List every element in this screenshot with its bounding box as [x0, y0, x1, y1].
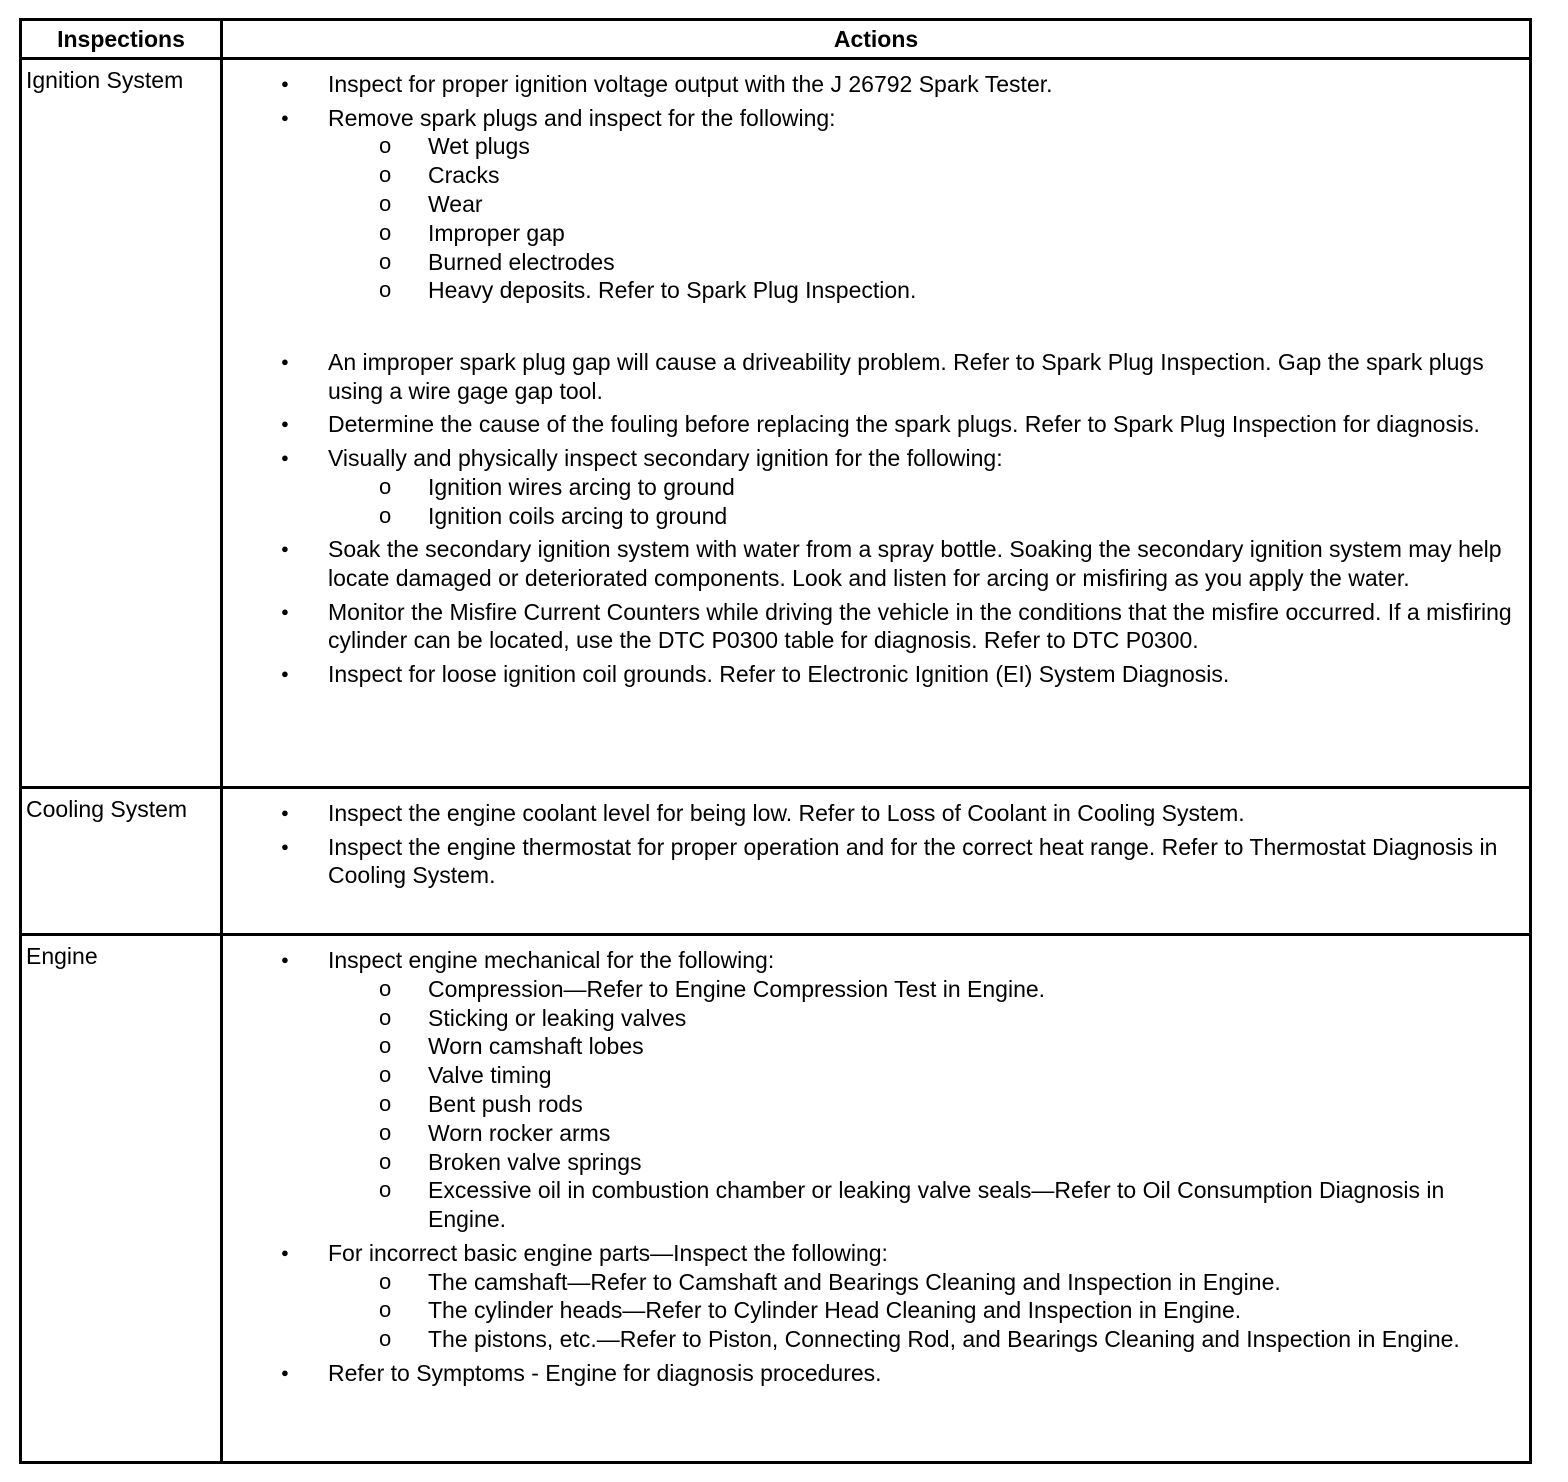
action-text: ● Inspect the engine thermostat for proper operation and for the correct heat range. Refer to Thermostat Diagnosis in Cooling System.: [328, 833, 1498, 889]
sub-item: o Improper gap: [223, 219, 1521, 248]
action-item: [223, 535, 1521, 593]
actions-list: [223, 936, 1529, 1388]
action-item: [223, 410, 1521, 439]
action-item: [223, 598, 1521, 656]
sub-item: o Wear: [223, 190, 1521, 219]
action-text: ● Inspect for proper ignition voltage output with the J 26792 Spark Tester.: [328, 71, 1053, 97]
action-text: ● Inspect engine mechanical for the following:: [328, 947, 775, 973]
header-inspections: Inspections: [21, 20, 222, 59]
sub-item: o Wet plugs: [223, 132, 1521, 161]
action-item: [223, 833, 1521, 891]
sub-item: o The cylinder heads—Refer to Cylinder Head Cleaning and Inspection in Engine.: [223, 1296, 1521, 1325]
inspection-cell: [21, 935, 222, 1463]
header-actions: Actions: [222, 20, 1531, 59]
action-item: [223, 1359, 1521, 1388]
sub-item: o Worn camshaft lobes: [223, 1032, 1521, 1061]
header-row: [21, 20, 1531, 59]
actions-list: [223, 60, 1529, 689]
sub-item: o Valve timing: [223, 1061, 1521, 1090]
action-item: [223, 946, 1521, 1234]
inspection-cell: [21, 59, 222, 788]
sub-item: o The pistons, etc.—Refer to Piston, Connecting Rod, and Bearings Cleaning and Inspection in Engine.: [223, 1325, 1521, 1354]
sub-item: o Worn rocker arms: [223, 1119, 1521, 1148]
sub-item: o Burned electrodes: [223, 248, 1521, 277]
sub-item: o Cracks: [223, 161, 1521, 190]
action-text: ● Inspect for loose ignition coil grounds. Refer to Electronic Ignition (EI) System Diagnosis.: [328, 660, 1230, 687]
action-item: [223, 70, 1521, 99]
action-text: ● Remove spark plugs and inspect for the following:: [328, 104, 836, 131]
sub-item: o The camshaft—Refer to Camshaft and Bearings Cleaning and Inspection in Engine.: [223, 1268, 1521, 1297]
action-text: ● Determine the cause of the fouling before replacing the spark plugs. Refer to Spark Plug Inspection for diagnosis.: [328, 411, 1480, 438]
action-text: ● Monitor the Misfire Current Counters while driving the vehicle in the conditions that the misfire occurred. If a misfiring cylinder can be located, use the DTC P0300 table for diagnosis. Refer to DTC P0300.: [328, 598, 1512, 654]
action-item: [223, 444, 1521, 530]
action-text: ● Inspect the engine coolant level for being low. Refer to Loss of Coolant in Cooling System.: [328, 800, 1245, 826]
inspection-label: Engine: [26, 943, 98, 969]
table-row: [21, 59, 1531, 788]
action-text: ● Visually and physically inspect secondary ignition for the following:: [328, 444, 1003, 471]
inspection-label: Cooling System: [26, 796, 188, 822]
inspection-label: Ignition System: [26, 67, 184, 93]
table-row: [21, 935, 1531, 1463]
actions-cell: [222, 935, 1531, 1463]
inspection-cell: [21, 788, 222, 935]
sub-list: [328, 473, 1521, 531]
sub-item: o Sticking or leaking valves: [223, 1004, 1521, 1033]
table-row: [21, 788, 1531, 935]
action-item: [223, 348, 1521, 406]
spacer: [223, 310, 1521, 348]
action-text: ● Refer to Symptoms - Engine for diagnosis procedures.: [328, 1359, 882, 1386]
action-item: [223, 660, 1521, 689]
actions-list: [223, 789, 1529, 890]
sub-item: o Heavy deposits. Refer to Spark Plug Inspection.: [223, 276, 1521, 305]
inspection-table: [19, 18, 1532, 1464]
action-item: [223, 104, 1521, 306]
sub-list: [328, 132, 1521, 305]
action-item: [223, 799, 1521, 828]
sub-item: o Excessive oil in combustion chamber or leaking valve seals—Refer to Oil Consumption Diagnosis in Engine.: [223, 1176, 1521, 1234]
sub-list: [328, 975, 1521, 1234]
actions-cell: [222, 788, 1531, 935]
sub-list: [328, 1268, 1521, 1354]
sub-item: o Bent push rods: [223, 1090, 1521, 1119]
action-item: [223, 1239, 1521, 1354]
sub-item: o Ignition wires arcing to ground: [223, 473, 1521, 502]
action-text: ● For incorrect basic engine parts—Inspect the following:: [328, 1239, 888, 1266]
sub-item: o Broken valve springs: [223, 1148, 1521, 1177]
sub-item: o Ignition coils arcing to ground: [223, 502, 1521, 531]
action-text: ● An improper spark plug gap will cause a driveability problem. Refer to Spark Plug Inspection. Gap the spark plugs using a wire gage gap tool.: [328, 348, 1484, 404]
action-text: ● Soak the secondary ignition system with water from a spray bottle. Soaking the secondary ignition system may help locate damaged or deteriorated components. Look and listen for arcing or misfiring as you apply the water.: [328, 536, 1502, 591]
sub-item: o Compression—Refer to Engine Compression Test in Engine.: [223, 975, 1521, 1004]
actions-cell: [222, 59, 1531, 788]
